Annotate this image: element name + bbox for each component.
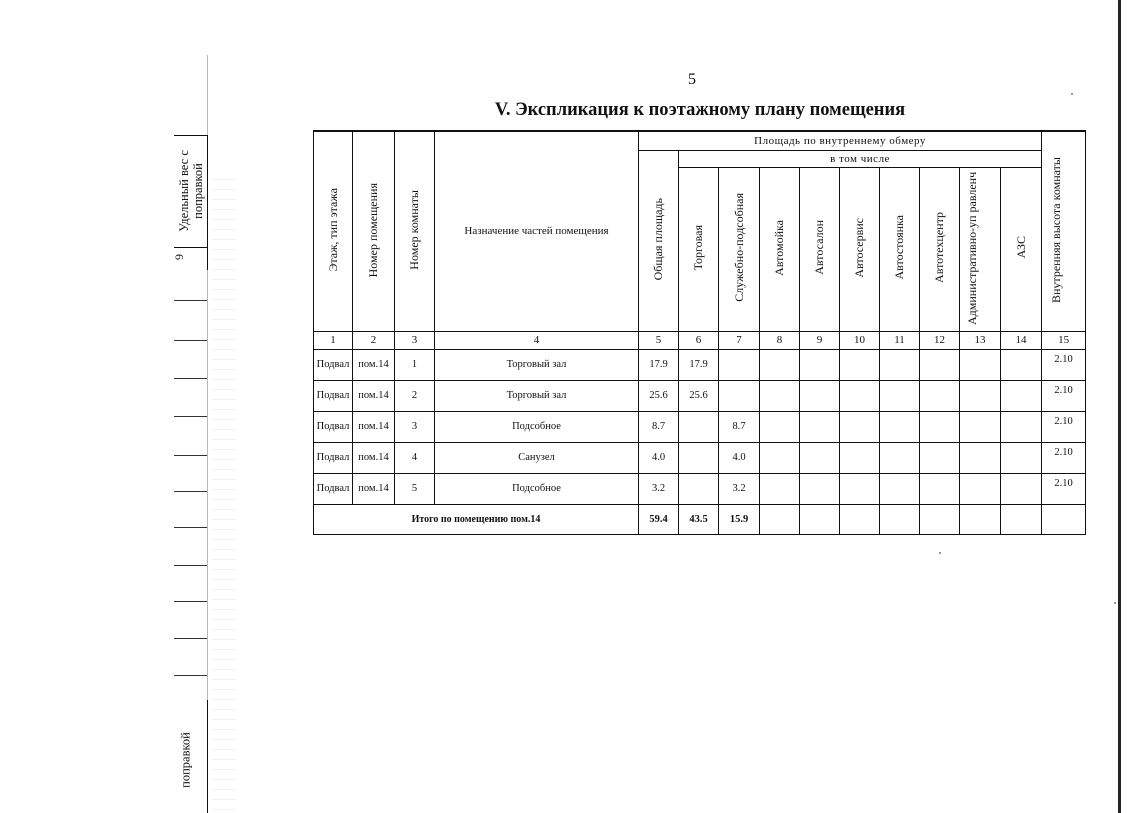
header-carwash: Автомойка: [760, 167, 800, 331]
table-row: Подвал пом.14 2 Торговый зал 25.6 25.6 2.10: [314, 380, 1086, 411]
header-purpose: Назначение частей помещения: [435, 131, 639, 331]
total-service-value: 15.9: [719, 504, 760, 534]
explication-table: [313, 130, 1086, 535]
side-stub-column-number: 6: [172, 254, 187, 260]
page-title: V. Экспликация к поэтажному плану помещения: [494, 100, 906, 120]
side-tick: [174, 300, 207, 301]
header-parking: Автостоянка: [880, 167, 920, 331]
scan-noise: [212, 170, 236, 810]
header-room-number: Номер помещения: [353, 131, 395, 331]
side-stub-fragment: [174, 135, 208, 270]
header-trade: Торговая: [679, 167, 719, 331]
page-number: 5: [688, 71, 696, 88]
side-tick: [174, 340, 207, 341]
side-tick: [174, 675, 207, 676]
side-tick: [174, 601, 207, 602]
header-total-area: Общая площадь: [639, 150, 679, 331]
table-row: Подвал пом.14 4 Санузел 4.0 4.0 2.10: [314, 442, 1086, 473]
table-row: Подвал пом.14 3 Подсобное 8.7 8.7 2.10: [314, 411, 1086, 442]
scan-speck: [1114, 602, 1116, 604]
side-tick: [174, 455, 207, 456]
side-tick: [174, 416, 207, 417]
total-row: [314, 504, 1086, 534]
side-tick: [174, 491, 207, 492]
scan-edge: [1118, 0, 1121, 813]
header-floor: Этаж, тип этажа: [314, 131, 353, 331]
column-number-row: 1 2 3 4 5 6 7 8 9 10 11 12 13 14 15: [314, 331, 1086, 349]
table-row: Подвал пом.14 5 Подсобное 3.2 3.2 2.10: [314, 473, 1086, 504]
scan-speck: [1071, 93, 1073, 95]
header-gas-station: АЗС: [1001, 167, 1042, 331]
header-carshow: Автосалон: [800, 167, 840, 331]
header-techcenter: Автотехцентр: [920, 167, 960, 331]
side-tick: [174, 527, 207, 528]
side-tick: [174, 638, 207, 639]
side-stub-bottom: [174, 700, 208, 813]
table-row: Подвал пом.14 1 Торговый зал 17.9 17.9 2.10: [314, 349, 1086, 380]
side-tick: [174, 565, 207, 566]
header-part-number: Номер комнаты: [395, 131, 435, 331]
total-label: Итого по помещению пом.14: [314, 504, 639, 534]
header-height: Внутренняя высота комнаты: [1042, 131, 1086, 331]
header-service: Служебно-подсобная: [719, 167, 760, 331]
side-stub-header: Удельный вес с поправкой: [177, 150, 205, 232]
header-area-group: Площадь по внутреннему обмеру: [639, 131, 1042, 150]
total-trade-value: 43.5: [679, 504, 719, 534]
side-tick: [174, 378, 207, 379]
scan-speck: [939, 552, 941, 554]
side-stub-bottom-label: поправкой: [178, 732, 193, 788]
header-admin: Административно-уп равленч: [960, 167, 1001, 331]
total-area-value: 59.4: [639, 504, 679, 534]
header-carservice: Автосервис: [840, 167, 880, 331]
header-including: в том числе: [679, 150, 1042, 167]
